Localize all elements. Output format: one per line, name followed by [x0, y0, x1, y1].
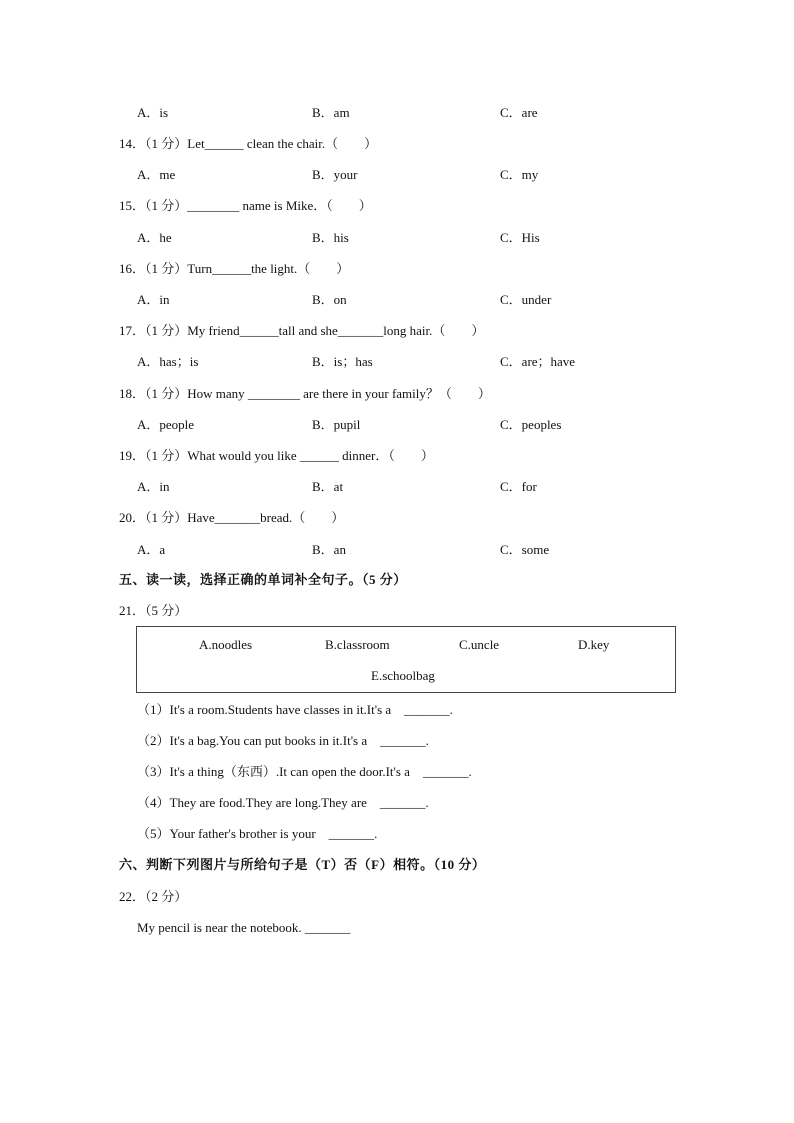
option-a: A．a — [137, 542, 166, 557]
section-title: 六、判断下列图片与所给句子是（T）否（F）相符。（10 分） — [119, 857, 486, 872]
option-c: C．for — [500, 479, 537, 494]
word-option: A.noodles — [199, 637, 253, 652]
option-b: B．on — [312, 292, 347, 307]
option-a: A．me — [137, 167, 176, 182]
word-option: D.key — [578, 637, 610, 652]
word-option: B.classroom — [325, 637, 390, 652]
option-b: B．your — [312, 167, 358, 182]
option-c: C．some — [500, 542, 550, 557]
fill-item: （2）It's a bag.You can put books in it.It's a _______. — [137, 733, 429, 748]
question-number: 22．（2 分） — [119, 889, 188, 904]
option-b: B．is；has — [312, 354, 373, 369]
option-a: A．people — [137, 417, 195, 432]
fill-item: （4）They are food.They are long.They are _______. — [137, 795, 429, 810]
question-stem: 20．（1 分）Have_______bread.（ ） — [119, 510, 345, 525]
section-title: 五、读一读，选择正确的单词补全句子。（5 分） — [119, 572, 407, 587]
option-b: B．his — [312, 230, 349, 245]
word-option: C.uncle — [459, 637, 500, 652]
question-stem: 18．（1 分）How many ________ are there in your family？（ ） — [119, 386, 491, 401]
option-c: C．under — [500, 292, 552, 307]
question-stem: 16．（1 分）Turn______the light.（ ） — [119, 261, 350, 276]
option-a: A．is — [137, 105, 169, 120]
option-c: C．my — [500, 167, 539, 182]
question-stem: 19．（1 分）What would you like ______ dinner．（ ） — [119, 448, 434, 463]
judge-sentence: My pencil is near the notebook. _______ — [137, 920, 351, 935]
option-a: A．he — [137, 230, 172, 245]
word-option: E.schoolbag — [371, 668, 435, 683]
question-stem: 15．（1 分）________ name is Mike．（ ） — [119, 198, 372, 213]
option-b: B．am — [312, 105, 350, 120]
fill-item: （1）It's a room.Students have classes in it.It's a _______. — [137, 702, 453, 717]
question-stem: 17．（1 分）My friend______tall and she_______long hair.（ ） — [119, 323, 485, 338]
question-number: 21．（5 分） — [119, 603, 188, 618]
option-b: B．at — [312, 479, 344, 494]
option-c: C．are；have — [500, 354, 576, 369]
word-bank — [136, 626, 676, 693]
question-stem: 14．（1 分）Let______ clean the chair.（ ） — [119, 136, 378, 151]
option-c: C．His — [500, 230, 540, 245]
option-a: A．has；is — [137, 354, 199, 369]
option-a: A．in — [137, 292, 170, 307]
fill-item: （5）Your father's brother is your _______. — [137, 826, 378, 841]
option-c: C．peoples — [500, 417, 562, 432]
option-b: B．an — [312, 542, 346, 557]
option-b: B．pupil — [312, 417, 361, 432]
option-c: C．are — [500, 105, 538, 120]
fill-item: （3）It's a thing（东西）.It can open the door.It's a _______. — [137, 764, 472, 779]
option-a: A．in — [137, 479, 170, 494]
